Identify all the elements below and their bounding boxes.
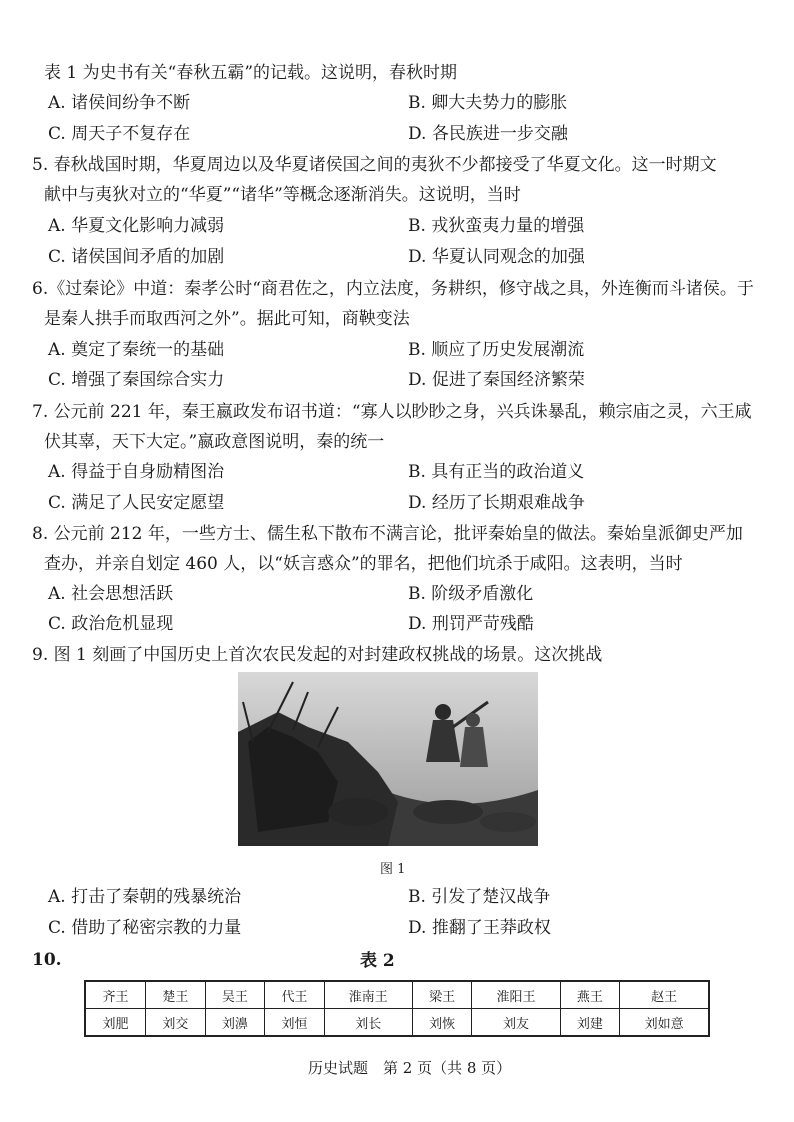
q7-option-c: C. 满足了人民安定愿望 — [48, 493, 225, 513]
table-cell: 代王 — [265, 981, 325, 1009]
q7-stem-line1: 7. 公元前 221 年，秦王嬴政发布诏书道：“寡人以眇眇之身，兴兵诛暴乱，赖宗庙之灵，六王咸 — [32, 402, 752, 422]
table-cell: 燕王 — [560, 981, 620, 1009]
q4-option-c: C. 周天子不复存在 — [48, 124, 191, 144]
q7-stem-line2: 伏其辜，天下大定。”嬴政意图说明，秦的统一 — [44, 432, 385, 452]
q7-option-b: B. 具有正当的政治道义 — [408, 462, 585, 482]
q5-option-c: C. 诸侯国间矛盾的加剧 — [48, 247, 225, 267]
q4-option-d: D. 各民族进一步交融 — [408, 124, 568, 144]
q6-stem-line1: 6.《过秦论》中道：秦孝公时“商君佐之，内立法度，务耕织，修守战之具，外连衡而斗诸侯。于 — [32, 279, 754, 299]
table-cell: 刘恒 — [265, 1009, 325, 1037]
q8-stem-line2: 查办，并亲自划定 460 人，以“妖言惑众”的罪名，把他们坑杀于咸阳。这表明，当时 — [44, 554, 683, 574]
q9-option-b: B. 引发了楚汉战争 — [408, 887, 551, 907]
q5-stem-line1: 5. 春秋战国时期，华夏周边以及华夏诸侯国之间的夷狄不少都接受了华夏文化。这一时期文 — [32, 155, 717, 175]
table-cell: 刘友 — [472, 1009, 560, 1037]
table-cell: 齐王 — [85, 981, 146, 1009]
figure-caption: 图 1 — [380, 862, 406, 877]
q6-option-c: C. 增强了秦国综合实力 — [48, 370, 225, 390]
q6-option-d: D. 促进了秦国经济繁荣 — [408, 370, 585, 390]
q6-stem-line2: 是秦人拱手而取西河之外”。据此可知，商鞅变法 — [44, 309, 410, 329]
q7-option-d: D. 经历了长期艰难战争 — [408, 493, 585, 513]
table-cell: 刘如意 — [620, 1009, 709, 1037]
table-cell: 刘长 — [324, 1009, 412, 1037]
q4-option-a: A. 诸侯间纷争不断 — [48, 93, 191, 113]
table-cell: 刘交 — [146, 1009, 206, 1037]
table-cell: 刘恢 — [412, 1009, 472, 1037]
q5-option-b: B. 戎狄蛮夷力量的增强 — [408, 216, 585, 236]
table-2 — [84, 980, 710, 1037]
q8-option-a: A. 社会思想活跃 — [48, 584, 174, 604]
q5-stem-line2: 献中与夷狄对立的“华夏”“诸华”等概念逐渐消失。这说明，当时 — [44, 185, 521, 205]
q9-option-d: D. 推翻了王莽政权 — [408, 918, 551, 938]
engraving-illustration — [238, 672, 538, 846]
page-footer: 历史试题 第 2 页（共 8 页） — [308, 1059, 512, 1077]
table-2-title: 表 2 — [360, 951, 395, 971]
q4-stem: 表 1 为史书有关“春秋五霸”的记载。这说明，春秋时期 — [44, 63, 458, 83]
q8-option-d: D. 刑罚严苛残酷 — [408, 614, 534, 634]
q9-option-c: C. 借助了秘密宗教的力量 — [48, 918, 242, 938]
table-cell: 赵王 — [620, 981, 709, 1009]
peasant-uprising-engraving — [238, 672, 538, 846]
q9-stem: 9. 图 1 刻画了中国历史上首次农民发起的对封建政权挑战的场景。这次挑战 — [32, 645, 603, 665]
q8-option-b: B. 阶级矛盾激化 — [408, 584, 534, 604]
q6-option-b: B. 顺应了历史发展潮流 — [408, 340, 585, 360]
q8-option-c: C. 政治危机显现 — [48, 614, 174, 634]
table-cell: 楚王 — [146, 981, 206, 1009]
table-row-names — [85, 1009, 709, 1037]
table-cell: 梁王 — [412, 981, 472, 1009]
q8-stem-line1: 8. 公元前 212 年，一些方士、儒生私下散布不满言论，批评秦始皇的做法。秦始皇派御史严加 — [32, 524, 743, 544]
table-row-titles — [85, 981, 709, 1009]
q9-option-a: A. 打击了秦朝的残暴统治 — [48, 887, 242, 907]
q7-option-a: A. 得益于自身励精图治 — [48, 462, 225, 482]
table-cell: 刘建 — [560, 1009, 620, 1037]
table-cell: 淮南王 — [324, 981, 412, 1009]
q10-number: 10. — [32, 950, 62, 970]
table-cell: 淮阳王 — [472, 981, 560, 1009]
table-cell: 吴王 — [205, 981, 265, 1009]
q4-option-b: B. 卿大夫势力的膨胀 — [408, 93, 568, 113]
q5-option-a: A. 华夏文化影响力减弱 — [48, 216, 225, 236]
table-cell: 刘濞 — [205, 1009, 265, 1037]
q5-option-d: D. 华夏认同观念的加强 — [408, 247, 585, 267]
table-cell: 刘肥 — [85, 1009, 146, 1037]
q6-option-a: A. 奠定了秦统一的基础 — [48, 340, 225, 360]
